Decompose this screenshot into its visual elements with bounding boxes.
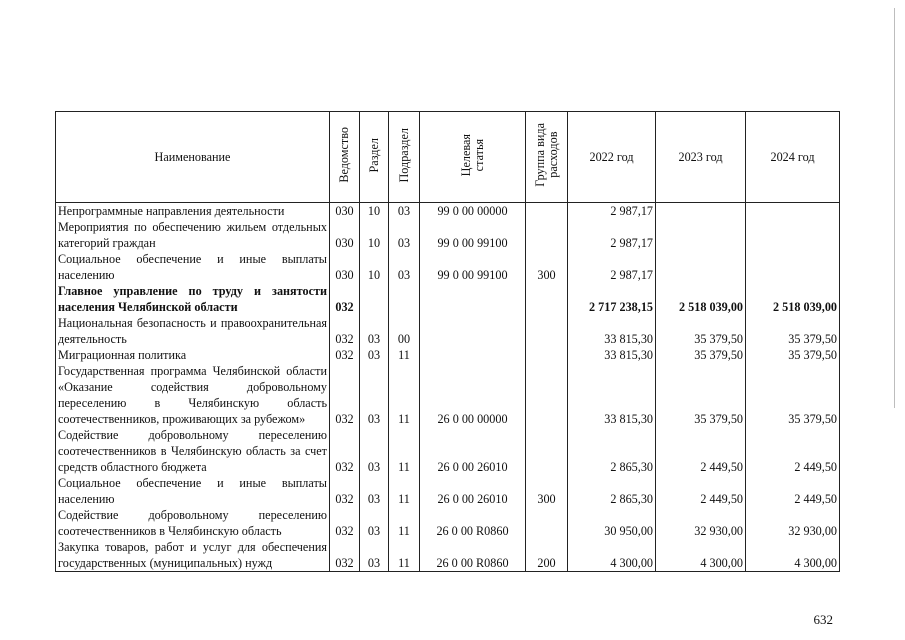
page-number: 632 — [813, 612, 833, 627]
cell-y2024: 2 518 039,00 — [746, 283, 840, 315]
cell-y2022: 33 815,30 — [568, 363, 656, 427]
cell-name: Содействие добровольному переселению соотечественников в Челябинскую область — [56, 507, 330, 539]
cell-y2023: 4 300,00 — [656, 539, 746, 572]
cell-ministry: 032 — [330, 427, 360, 475]
table-row — [56, 507, 840, 539]
cell-name: Миграционная политика — [56, 347, 330, 363]
cell-group: 300 — [526, 475, 568, 507]
cell-section: 03 — [360, 427, 389, 475]
cell-subsection: 11 — [389, 363, 420, 427]
cell-y2024 — [746, 203, 840, 220]
cell-y2023: 35 379,50 — [656, 347, 746, 363]
cell-target — [420, 315, 526, 347]
header-target-label: Целевая статья — [458, 133, 486, 177]
cell-y2022: 2 717 238,15 — [568, 283, 656, 315]
cell-ministry: 030 — [330, 251, 360, 283]
header-2024: 2024 год — [746, 112, 840, 203]
cell-subsection: 00 — [389, 315, 420, 347]
cell-y2024: 35 379,50 — [746, 347, 840, 363]
table-row — [56, 203, 840, 220]
cell-y2024 — [746, 251, 840, 283]
table-row — [56, 363, 840, 427]
header-name: Наименование — [56, 112, 330, 203]
cell-group — [526, 427, 568, 475]
cell-y2024: 2 449,50 — [746, 475, 840, 507]
cell-y2022: 2 987,17 — [568, 251, 656, 283]
cell-section: 03 — [360, 315, 389, 347]
cell-section: 10 — [360, 203, 389, 220]
cell-target: 26 0 00 R0860 — [420, 507, 526, 539]
cell-ministry: 032 — [330, 539, 360, 572]
cell-subsection: 11 — [389, 539, 420, 572]
table-row — [56, 315, 840, 347]
cell-y2023: 2 449,50 — [656, 427, 746, 475]
cell-y2022: 4 300,00 — [568, 539, 656, 572]
cell-y2024: 32 930,00 — [746, 507, 840, 539]
cell-y2022: 2 987,17 — [568, 219, 656, 251]
cell-y2024: 4 300,00 — [746, 539, 840, 572]
cell-y2022: 2 865,30 — [568, 475, 656, 507]
cell-y2024: 2 449,50 — [746, 427, 840, 475]
table-row — [56, 427, 840, 475]
cell-target: 26 0 00 R0860 — [420, 539, 526, 572]
cell-y2023: 2 449,50 — [656, 475, 746, 507]
cell-ministry: 030 — [330, 203, 360, 220]
cell-y2024: 35 379,50 — [746, 363, 840, 427]
header-ministry — [330, 112, 360, 203]
header-2022: 2022 год — [568, 112, 656, 203]
cell-name: Мероприятия по обеспечению жильем отдельных категорий граждан — [56, 219, 330, 251]
table-row — [56, 283, 840, 315]
cell-group: 200 — [526, 539, 568, 572]
cell-section: 03 — [360, 475, 389, 507]
cell-subsection — [389, 283, 420, 315]
header-subsection-label: Подраздел — [396, 127, 411, 183]
cell-y2022: 2 865,30 — [568, 427, 656, 475]
cell-section: 03 — [360, 507, 389, 539]
cell-group — [526, 283, 568, 315]
header-2023: 2023 год — [656, 112, 746, 203]
cell-name: Непрограммные направления деятельности — [56, 203, 330, 220]
cell-section: 03 — [360, 363, 389, 427]
header-subsection — [389, 112, 420, 203]
cell-y2023 — [656, 219, 746, 251]
cell-y2023: 2 518 039,00 — [656, 283, 746, 315]
cell-subsection: 11 — [389, 347, 420, 363]
cell-y2022: 30 950,00 — [568, 507, 656, 539]
cell-y2022: 33 815,30 — [568, 347, 656, 363]
cell-ministry: 032 — [330, 315, 360, 347]
cell-target: 99 0 00 00000 — [420, 203, 526, 220]
cell-name: Содействие добровольному переселению соотечественников в Челябинскую область за счет средств областного бюджета — [56, 427, 330, 475]
cell-group — [526, 363, 568, 427]
header-section — [360, 112, 389, 203]
cell-name: Национальная безопасность и правоохранительная деятельность — [56, 315, 330, 347]
table-row — [56, 475, 840, 507]
cell-y2022: 2 987,17 — [568, 203, 656, 220]
cell-target: 26 0 00 26010 — [420, 475, 526, 507]
table-row — [56, 219, 840, 251]
cell-subsection: 11 — [389, 507, 420, 539]
cell-ministry: 032 — [330, 347, 360, 363]
cell-subsection: 03 — [389, 203, 420, 220]
cell-y2023: 35 379,50 — [656, 363, 746, 427]
cell-target: 99 0 00 99100 — [420, 251, 526, 283]
header-ministry-label: Ведомство — [337, 127, 351, 183]
cell-subsection: 03 — [389, 219, 420, 251]
cell-section: 03 — [360, 347, 389, 363]
cell-name: Социальное обеспечение и иные выплаты населению — [56, 251, 330, 283]
cell-target: 26 0 00 00000 — [420, 363, 526, 427]
cell-y2024: 35 379,50 — [746, 315, 840, 347]
cell-group — [526, 219, 568, 251]
cell-section: 10 — [360, 251, 389, 283]
cell-y2023: 35 379,50 — [656, 315, 746, 347]
table-body — [56, 203, 840, 572]
cell-name: Социальное обеспечение и иные выплаты населению — [56, 475, 330, 507]
cell-y2024 — [746, 219, 840, 251]
cell-y2022: 33 815,30 — [568, 315, 656, 347]
cell-y2023 — [656, 203, 746, 220]
cell-target: 26 0 00 26010 — [420, 427, 526, 475]
header-group — [526, 112, 568, 203]
header-section-label: Раздел — [366, 137, 381, 173]
cell-subsection: 11 — [389, 427, 420, 475]
page-edge-line — [894, 8, 895, 408]
table-row — [56, 251, 840, 283]
cell-group — [526, 507, 568, 539]
cell-group: 300 — [526, 251, 568, 283]
table-row — [56, 539, 840, 572]
header-group-label: Группа вида расходов — [532, 123, 560, 187]
cell-section: 03 — [360, 539, 389, 572]
cell-group — [526, 203, 568, 220]
cell-y2023 — [656, 251, 746, 283]
cell-target — [420, 347, 526, 363]
cell-group — [526, 347, 568, 363]
table-header-row — [56, 112, 840, 203]
cell-ministry: 032 — [330, 507, 360, 539]
cell-ministry: 032 — [330, 475, 360, 507]
cell-name: Главное управление по труду и занятости населения Челябинской области — [56, 283, 330, 315]
cell-name: Закупка товаров, работ и услуг для обеспечения государственных (муниципальных) нужд — [56, 539, 330, 572]
table-row — [56, 347, 840, 363]
header-target — [420, 112, 526, 203]
cell-target: 99 0 00 99100 — [420, 219, 526, 251]
cell-target — [420, 283, 526, 315]
cell-ministry: 032 — [330, 283, 360, 315]
cell-section — [360, 283, 389, 315]
cell-subsection: 11 — [389, 475, 420, 507]
cell-group — [526, 315, 568, 347]
cell-y2023: 32 930,00 — [656, 507, 746, 539]
cell-ministry: 032 — [330, 363, 360, 427]
cell-ministry: 030 — [330, 219, 360, 251]
cell-section: 10 — [360, 219, 389, 251]
cell-subsection: 03 — [389, 251, 420, 283]
budget-table — [55, 111, 840, 572]
cell-name: Государственная программа Челябинской области «Оказание содействия добровольному переселению в Челябинскую область соотечественников, проживающих за рубежом» — [56, 363, 330, 427]
